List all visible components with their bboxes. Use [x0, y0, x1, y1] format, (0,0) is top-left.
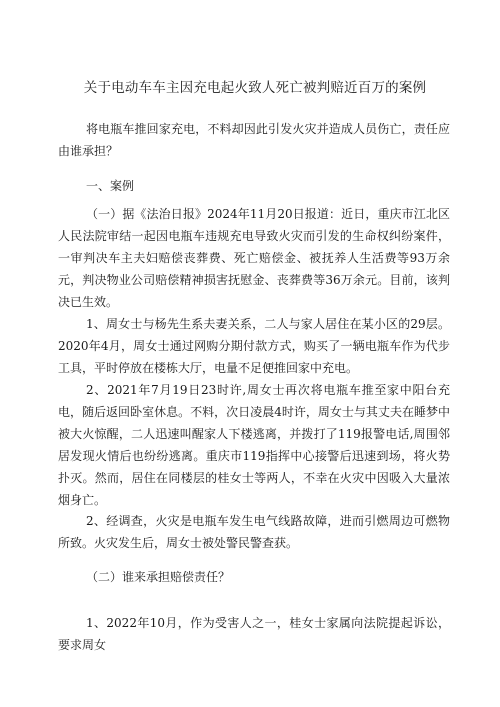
item-paragraph-2: 2、2021年7月19日23时许,周女士再次将电瓶车推至家中阳台充电，随后返回卧室休息。不料，次日凌晨4时许，周女士与其丈夫在睡梦中被大火惊醒，二人迅速叫醒家人下楼逃离，并拨打了119报警电话,周围邻居发现火情后也纷纷逃离。重庆市119指挥中心接警后迅速到场，将火势扑灭。然而，居住在同楼层的桂女士等两人，不幸在火灾中因吸入大量浓烟身亡。 — [58, 383, 450, 507]
section-heading-liability: （二）谁来承担赔偿责任？ — [86, 570, 231, 584]
section-heading-case: 一、案例 — [86, 179, 135, 193]
document-title: 关于电动车车主因充电起火致人死亡被判赔近百万的案例 — [83, 80, 427, 96]
intro-paragraph: 将电瓶车推回家充电，不料却因此引发火灾并造成人员伤亡，责任应由谁承担？ — [58, 122, 450, 158]
case-paragraph-1: （一）据《法治日报》2024年11月20日报道：近日，重庆市江北区人民法院审结一起因电瓶车违规充电导致火灾而引发的生命权纠纷案件，一审判决车主夫妇赔偿丧葬费、死亡赔偿金、被抚养人生活费等93万余元，判决物业公司赔偿精神损害抚慰金、丧葬费等36万余元。目前，该判决已生效。 — [58, 207, 450, 309]
item-paragraph-4: 1、2022年10月，作为受害人之一，桂女士家属向法院提起诉讼，要求周女 — [58, 616, 450, 652]
item-paragraph-3: 2、经调查，火灾是电瓶车发生电气线路故障，进而引燃周边可燃物所致。火灾发生后，周女士被处警民警查获。 — [58, 514, 450, 550]
item-paragraph-1: 1、周女士与杨先生系夫妻关系，二人与家人居住在某小区的29层。2020年4月，周女士通过网购分期付款方式，购买了一辆电瓶车作为代步工具，平时停放在楼栋大厅，电量不足便推回家中充电。 — [58, 317, 450, 375]
